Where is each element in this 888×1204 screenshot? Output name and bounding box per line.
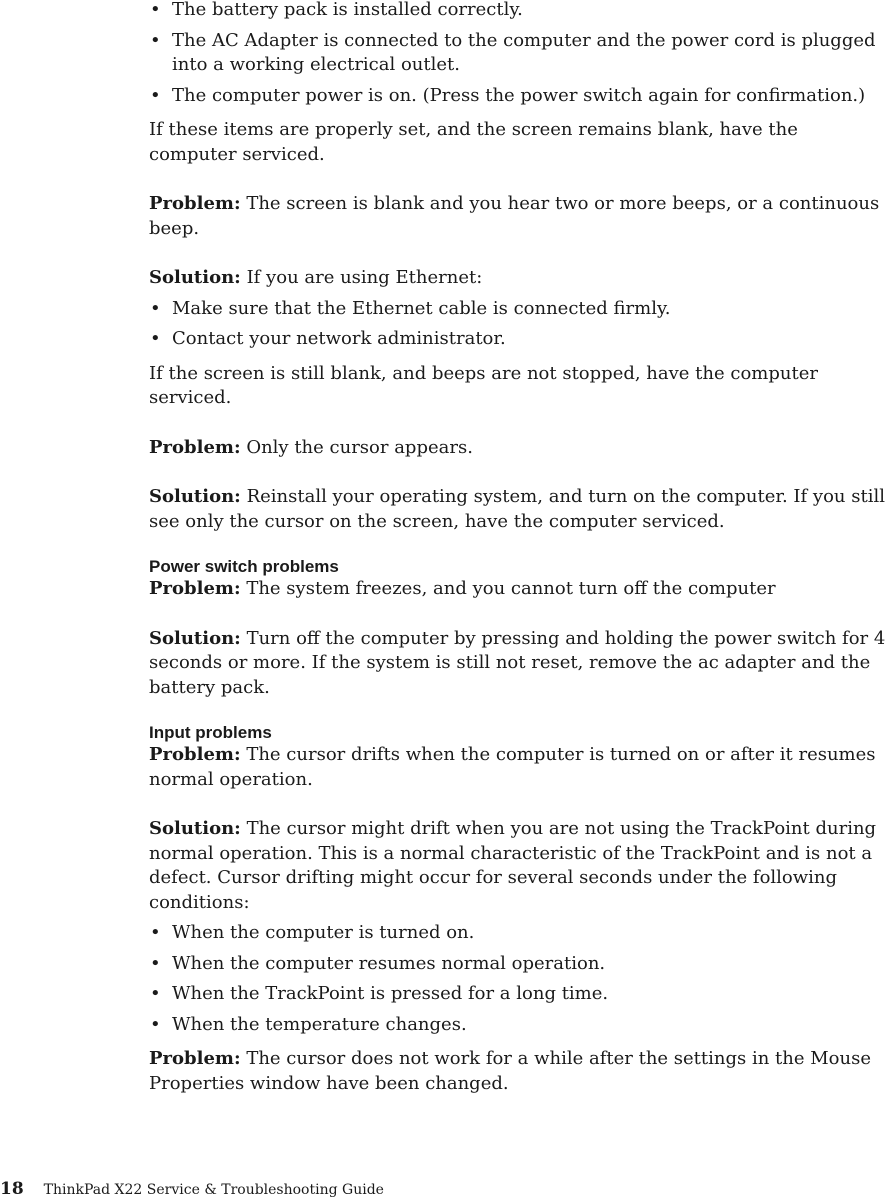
problem-paragraph	[149, 743, 888, 792]
list-item: • When the TrackPoint is pressed for a long time.	[149, 982, 888, 1007]
problem-paragraph	[149, 192, 888, 241]
list-item: • When the temperature changes.	[149, 1013, 888, 1038]
conditions-list	[149, 921, 888, 1037]
solution-label: Solution:	[149, 627, 241, 649]
section-heading-power-switch: Power switch problems	[149, 557, 339, 576]
paragraph: If these items are properly set, and the screen remains blank, have the computer serviced.	[149, 119, 798, 165]
problem-paragraph	[149, 436, 888, 461]
solution-label: Solution:	[149, 486, 241, 507]
problem-label: Problem:	[149, 193, 241, 214]
solution-text: If you are using Ethernet:	[246, 267, 483, 288]
solution-text: The cursor might drift when you are not using the TrackPoint during normal operation. This is a normal characteristic of the TrackPoint and is not a defect. Cursor drifting might occur for several seconds under the following conditions:	[149, 818, 877, 913]
footer-title: ThinkPad X22 Service & Troubleshooting Guide	[43, 1182, 384, 1198]
problem-text: The system freezes, and you cannot turn off the computer	[246, 578, 776, 599]
solution-paragraph	[149, 266, 888, 291]
page-content	[149, 0, 888, 1121]
list-item: • The computer power is on. (Press the power switch again for confirmation.)	[149, 84, 888, 109]
list-item: • The AC Adapter is connected to the computer and the power cord is plugged into a working electrical outlet.	[149, 29, 888, 78]
section-heading-input: Input problems	[149, 723, 272, 742]
ethernet-list	[149, 297, 888, 352]
problem-paragraph	[149, 1047, 888, 1096]
problem-text: Only the cursor appears.	[246, 436, 473, 458]
page-footer	[0, 1180, 384, 1199]
solution-paragraph	[149, 817, 888, 915]
solution-paragraph	[149, 627, 888, 701]
paragraph: If the screen is still blank, and beeps are not stopped, have the computer serviced.	[149, 362, 818, 408]
list-item: • When the computer is turned on.	[149, 921, 888, 946]
problem-label: Problem:	[149, 578, 241, 599]
problem-text: The cursor does not work for a while after the settings in the Mouse Properties window have been changed.	[149, 1048, 871, 1094]
solution-text: Reinstall your operating system, and turn on the computer. If you still see only the cursor on the screen, have the computer serviced.	[149, 486, 885, 532]
list-item: • When the computer resumes normal operation.	[149, 952, 888, 977]
checklist	[149, 0, 888, 108]
problem-text: The cursor drifts when the computer is turned on or after it resumes normal operation.	[149, 744, 876, 790]
solution-label: Solution:	[149, 818, 241, 839]
problem-text: The screen is blank and you hear two or more beeps, or a continuous beep.	[149, 193, 880, 239]
problem-label: Problem:	[149, 744, 241, 765]
problem-label: Problem:	[149, 436, 241, 458]
page-number: 18	[0, 1179, 24, 1199]
problem-paragraph	[149, 577, 888, 602]
solution-text: Turn off the computer by pressing and holding the power switch for 4 seconds or more. If the system is still not reset, remove the ac adapter and the battery pack.	[149, 627, 886, 698]
solution-label: Solution:	[149, 267, 241, 288]
list-item: • Contact your network administrator.	[149, 327, 888, 352]
list-item: • Make sure that the Ethernet cable is connected firmly.	[149, 297, 888, 322]
solution-paragraph	[149, 485, 888, 534]
list-item: • The battery pack is installed correctly.	[149, 0, 888, 23]
problem-label: Problem:	[149, 1048, 241, 1069]
